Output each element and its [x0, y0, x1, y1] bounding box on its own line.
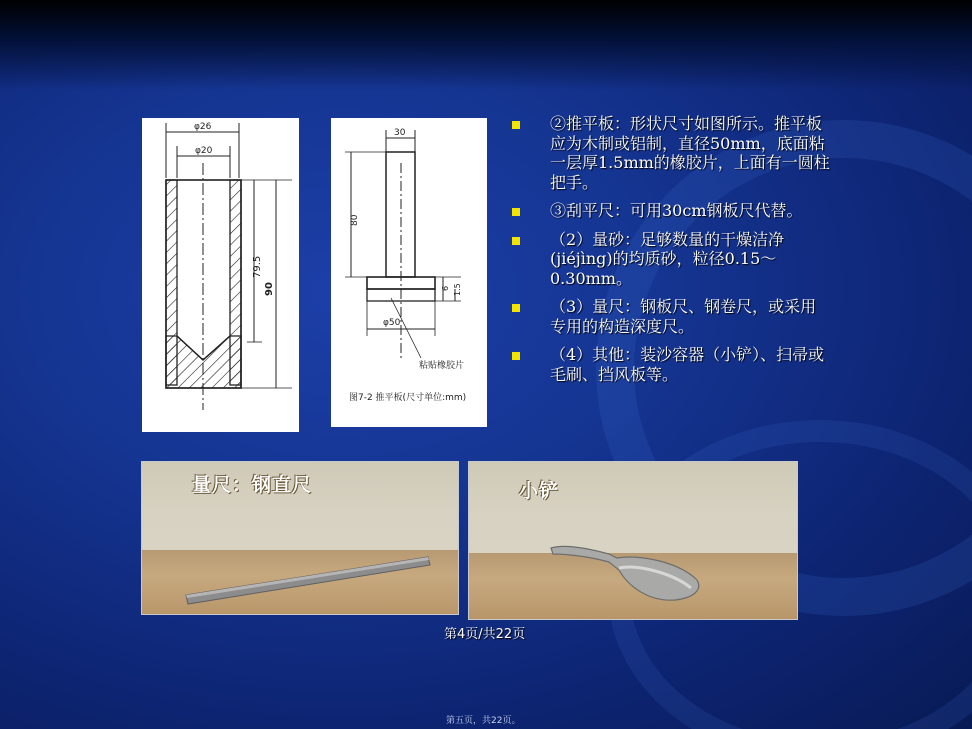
- dim-depth-label: 79.5: [252, 255, 263, 278]
- dim-height-label: 90: [264, 282, 275, 296]
- shovel-caption: 小铲: [519, 480, 560, 502]
- ruler-photo: [141, 461, 459, 615]
- bullet-marker: [512, 304, 520, 312]
- rubber-label: 粘贴橡胶片: [419, 361, 465, 371]
- cylinder-drawing-panel: [142, 118, 299, 432]
- footer-text: 第五页，共22页。: [446, 716, 521, 726]
- bullet-text: ②推平板：形状尺寸如图所示。推平板应为木制或铝制，直径50mm，底面粘一层厚1.5mm的橡胶片，上面有一圆柱把手。: [550, 114, 830, 192]
- plate-drawing: [331, 118, 487, 427]
- bullet-list: [512, 114, 832, 393]
- dim-plate-label: 6: [441, 285, 450, 291]
- dim-inner-label: φ20: [195, 146, 213, 156]
- bullet-item-sand: [512, 230, 832, 289]
- bullet-text: （4）其他：装沙容器（小铲）、扫帚或毛刷、挡风板等。: [550, 345, 825, 384]
- plate-drawing-panel: [331, 118, 487, 427]
- dim-rubber-label: 1.5: [453, 283, 462, 296]
- dim-handle-height-label: 80: [350, 214, 360, 226]
- dim-outer-label: φ26: [194, 122, 212, 132]
- bullet-item-ruler: [512, 297, 832, 336]
- top-dark-band: [0, 0, 972, 90]
- page-number: 第4页/共22页: [444, 627, 526, 642]
- ruler-caption: 量尺：钢直尺: [192, 474, 313, 496]
- bullet-item-scraper: [512, 201, 832, 221]
- cylinder-drawing: [142, 118, 299, 432]
- bullet-marker: [512, 352, 520, 360]
- figure-caption: 图7-2 推平板(尺寸单位:mm): [349, 393, 467, 403]
- dim-handle-label: 30: [394, 128, 406, 138]
- dim-diameter-label: φ50: [383, 318, 401, 328]
- bullet-marker: [512, 121, 520, 129]
- bullet-marker: [512, 208, 520, 216]
- bullet-text: ③刮平尺：可用30cm钢板尺代替。: [550, 201, 803, 220]
- bullet-text: （3）量尺：钢板尺、钢卷尺，或采用专用的构造深度尺。: [550, 297, 817, 336]
- bullet-marker: [512, 237, 520, 245]
- bullet-item-plate: [512, 114, 832, 192]
- bullet-text: （2）量砂：足够数量的干燥洁净(jiéjìng)的均质砂，粒径0.15～0.30mm。: [550, 229, 785, 288]
- shovel-photo: [468, 461, 798, 620]
- bullet-item-other: [512, 345, 832, 384]
